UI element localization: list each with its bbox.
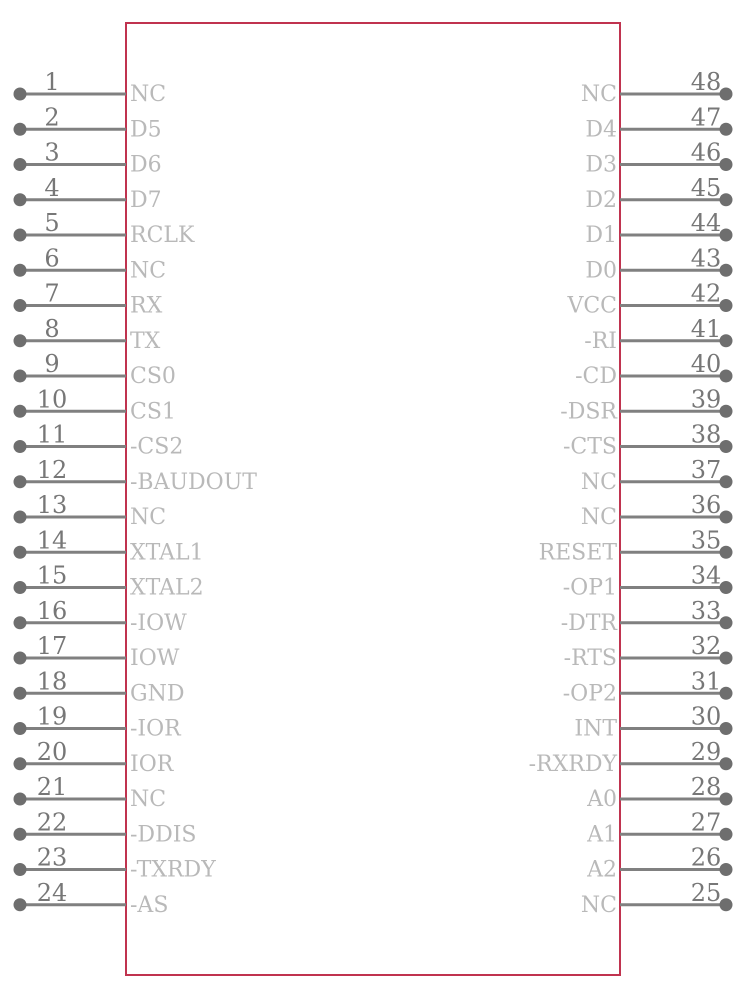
pin-terminal-dot <box>720 334 733 347</box>
pin-11 <box>14 421 184 460</box>
pin-terminal-dot <box>14 405 27 418</box>
pin-name-label: -BAUDOUT <box>130 469 257 495</box>
pin-10 <box>14 385 176 424</box>
pin-number: 13 <box>36 491 68 519</box>
pin-number: 42 <box>690 279 722 308</box>
right-pin-group <box>529 68 733 918</box>
pin-name-label: RX <box>130 293 163 319</box>
pin-name-label: -RXRDY <box>528 751 617 777</box>
pin-terminal-dot <box>14 123 27 136</box>
pin-48 <box>581 68 733 107</box>
pin-29 <box>529 738 733 777</box>
pin-number: 25 <box>690 878 722 907</box>
pin-24 <box>14 879 169 918</box>
pin-terminal-dot <box>720 581 733 594</box>
pin-21 <box>14 773 167 812</box>
pin-12 <box>14 456 258 495</box>
pin-40 <box>575 350 732 389</box>
pin-number: 8 <box>44 314 60 343</box>
pin-number: 5 <box>44 209 60 237</box>
component-body-outline <box>126 23 620 975</box>
pin-number: 29 <box>690 737 722 766</box>
pin-terminal-dot <box>720 616 733 629</box>
pin-name-label: D4 <box>585 117 617 143</box>
pin-terminal-dot <box>14 828 27 841</box>
pin-name-label: IOR <box>130 751 174 777</box>
pin-name-label: -OP2 <box>562 681 617 707</box>
pin-number: 19 <box>36 702 68 731</box>
pin-number: 17 <box>36 632 68 660</box>
pin-name-label: D3 <box>585 152 617 178</box>
pin-name-label: TX <box>130 328 161 354</box>
pin-terminal-dot <box>720 229 733 242</box>
pin-name-label: VCC <box>567 293 617 319</box>
pin-terminal-dot <box>720 511 733 524</box>
pin-name-label: NC <box>130 505 167 530</box>
pin-17 <box>14 632 180 671</box>
pin-name-label: D7 <box>130 187 162 213</box>
pin-terminal-dot <box>14 88 27 101</box>
pin-number: 35 <box>690 526 722 555</box>
pin-name-label: D6 <box>130 152 162 178</box>
pin-30 <box>574 703 732 742</box>
pin-name-label: -DTR <box>560 610 617 636</box>
pin-28 <box>586 773 732 812</box>
pin-terminal-dot <box>14 158 27 171</box>
pin-name-label: -CD <box>575 364 617 389</box>
pin-number: 31 <box>690 667 722 696</box>
pin-name-label: D0 <box>585 258 617 284</box>
pin-name-label: D1 <box>585 223 617 248</box>
pin-terminal-dot <box>720 405 733 418</box>
pin-number: 6 <box>44 244 60 273</box>
pin-terminal-dot <box>720 722 733 735</box>
pin-number: 11 <box>36 420 68 449</box>
pin-number: 48 <box>690 68 722 96</box>
pin-terminal-dot <box>720 793 733 806</box>
pin-name-label: XTAL1 <box>130 540 204 566</box>
pin-terminal-dot <box>14 898 27 911</box>
pin-number: 9 <box>44 350 60 378</box>
pin-number: 46 <box>690 138 722 167</box>
pin-terminal-dot <box>14 722 27 735</box>
pin-number: 40 <box>690 350 722 378</box>
pin-name-label: D5 <box>130 117 162 143</box>
pin-38 <box>563 421 733 460</box>
pin-name-label: -RI <box>584 328 617 354</box>
pin-2 <box>14 103 162 142</box>
pin-13 <box>14 491 167 530</box>
pin-number: 45 <box>690 173 722 202</box>
pin-terminal-dot <box>14 581 27 594</box>
pin-number: 18 <box>36 667 68 696</box>
pin-name-label: -CTS <box>562 434 617 460</box>
pin-number: 33 <box>690 596 722 625</box>
pin-number: 47 <box>690 103 722 132</box>
pin-31 <box>563 667 733 706</box>
pin-terminal-dot <box>14 757 27 770</box>
pin-name-label: -OP1 <box>562 575 617 601</box>
pin-5 <box>14 209 196 248</box>
pin-number: 3 <box>44 138 60 167</box>
pin-number: 43 <box>690 244 722 273</box>
pin-15 <box>14 562 204 601</box>
pin-37 <box>581 456 733 495</box>
pin-1 <box>14 68 167 107</box>
pin-number: 2 <box>44 103 60 132</box>
pin-34 <box>563 562 733 601</box>
pin-name-label: NC <box>580 82 617 107</box>
pin-terminal-dot <box>14 511 27 524</box>
pin-number: 16 <box>36 596 68 625</box>
pin-number: 27 <box>690 808 722 837</box>
pin-8 <box>14 315 161 354</box>
pin-terminal-dot <box>720 546 733 559</box>
pin-name-label: IOW <box>130 646 180 671</box>
pin-terminal-dot <box>14 687 27 700</box>
pin-terminal-dot <box>14 546 27 559</box>
pin-45 <box>585 174 732 213</box>
pin-32 <box>564 632 733 671</box>
pin-terminal-dot <box>720 158 733 171</box>
pin-name-label: A1 <box>587 822 617 848</box>
pin-name-label: NC <box>580 892 617 918</box>
pin-name-label: NC <box>130 258 167 284</box>
pin-name-label: INT <box>574 716 617 742</box>
pin-name-label: NC <box>130 82 167 107</box>
pin-number: 34 <box>690 561 722 590</box>
pin-name-label: RESET <box>538 540 617 566</box>
pin-35 <box>539 526 733 565</box>
pin-44 <box>585 209 732 248</box>
pin-number: 14 <box>36 526 68 555</box>
pin-18 <box>14 667 185 706</box>
pin-terminal-dot <box>720 757 733 770</box>
pin-16 <box>14 597 188 636</box>
pin-number: 23 <box>36 843 68 872</box>
pin-name-label: -RTS <box>563 646 617 671</box>
pin-number: 26 <box>690 843 722 872</box>
pin-43 <box>585 244 732 283</box>
pin-terminal-dot <box>14 193 27 206</box>
pin-number: 7 <box>44 279 60 308</box>
pin-name-label: A0 <box>587 787 617 812</box>
pin-name-label: NC <box>130 787 167 812</box>
pin-terminal-dot <box>14 264 27 277</box>
pin-terminal-dot <box>720 299 733 312</box>
pin-6 <box>14 244 167 283</box>
pin-terminal-dot <box>14 229 27 242</box>
pin-46 <box>585 139 732 178</box>
pin-terminal-dot <box>720 123 733 136</box>
pin-27 <box>586 808 732 847</box>
pin-name-label: XTAL2 <box>130 575 204 601</box>
pin-terminal-dot <box>720 828 733 841</box>
pin-number: 39 <box>690 385 722 414</box>
pin-terminal-dot <box>720 88 733 101</box>
pin-terminal-dot <box>14 299 27 312</box>
pin-number: 30 <box>690 702 722 731</box>
pin-name-label: -TXRDY <box>130 857 216 883</box>
pin-name-label: -IOW <box>130 610 187 636</box>
pin-33 <box>561 597 733 636</box>
pin-number: 37 <box>690 455 722 484</box>
pin-terminal-dot <box>720 264 733 277</box>
pin-terminal-dot <box>14 863 27 876</box>
pin-name-label: -IOR <box>130 716 181 742</box>
pin-number: 1 <box>44 68 60 96</box>
pin-name-label: -DSR <box>560 399 617 425</box>
pin-20 <box>14 738 175 777</box>
pin-terminal-dot <box>720 475 733 488</box>
pin-terminal-dot <box>14 334 27 347</box>
pin-name-label: RCLK <box>130 223 195 248</box>
pin-name-label: NC <box>580 505 617 530</box>
pin-terminal-dot <box>14 370 27 383</box>
pin-number: 20 <box>36 737 68 766</box>
pin-number: 28 <box>690 773 722 801</box>
pin-name-label: GND <box>130 681 185 707</box>
pin-name-label: -DDIS <box>130 822 197 848</box>
pin-terminal-dot <box>720 687 733 700</box>
pin-name-label: NC <box>580 469 617 495</box>
pin-9 <box>14 350 176 389</box>
pin-26 <box>586 844 732 883</box>
pin-number: 32 <box>690 632 722 660</box>
pin-name-label: CS1 <box>130 399 176 425</box>
pin-terminal-dot <box>720 863 733 876</box>
pin-number: 38 <box>690 420 722 449</box>
pin-terminal-dot <box>14 793 27 806</box>
pin-22 <box>14 808 197 847</box>
pin-terminal-dot <box>14 475 27 488</box>
pin-number: 10 <box>36 385 68 414</box>
pin-number: 21 <box>36 773 68 801</box>
pin-23 <box>14 844 217 883</box>
pin-name-label: -AS <box>130 892 169 918</box>
pin-name-label: A2 <box>587 857 617 883</box>
pin-39 <box>560 385 732 424</box>
pin-41 <box>584 315 732 354</box>
pin-4 <box>14 174 162 213</box>
pin-19 <box>14 703 183 742</box>
pin-terminal-dot <box>720 898 733 911</box>
pin-terminal-dot <box>720 193 733 206</box>
pin-terminal-dot <box>720 370 733 383</box>
pin-47 <box>585 103 732 142</box>
pin-25 <box>581 879 733 918</box>
pin-3 <box>14 139 162 178</box>
pin-number: 22 <box>36 808 68 837</box>
left-pin-group <box>14 68 258 918</box>
pin-7 <box>14 280 163 319</box>
pin-number: 12 <box>36 455 68 484</box>
pin-terminal-dot <box>720 652 733 665</box>
pin-number: 15 <box>36 561 68 590</box>
pin-number: 4 <box>44 173 60 202</box>
pin-number: 44 <box>690 209 722 237</box>
pin-number: 36 <box>690 491 722 519</box>
pin-terminal-dot <box>14 652 27 665</box>
pin-terminal-dot <box>14 440 27 453</box>
pin-terminal-dot <box>14 616 27 629</box>
pin-name-label: -CS2 <box>130 434 184 460</box>
pin-14 <box>14 526 204 565</box>
pin-terminal-dot <box>720 440 733 453</box>
pin-42 <box>566 280 732 319</box>
pin-name-label: D2 <box>585 187 617 213</box>
pin-number: 24 <box>36 878 68 907</box>
pin-number: 41 <box>690 314 722 343</box>
pin-36 <box>581 491 733 530</box>
pin-name-label: CS0 <box>130 364 176 389</box>
